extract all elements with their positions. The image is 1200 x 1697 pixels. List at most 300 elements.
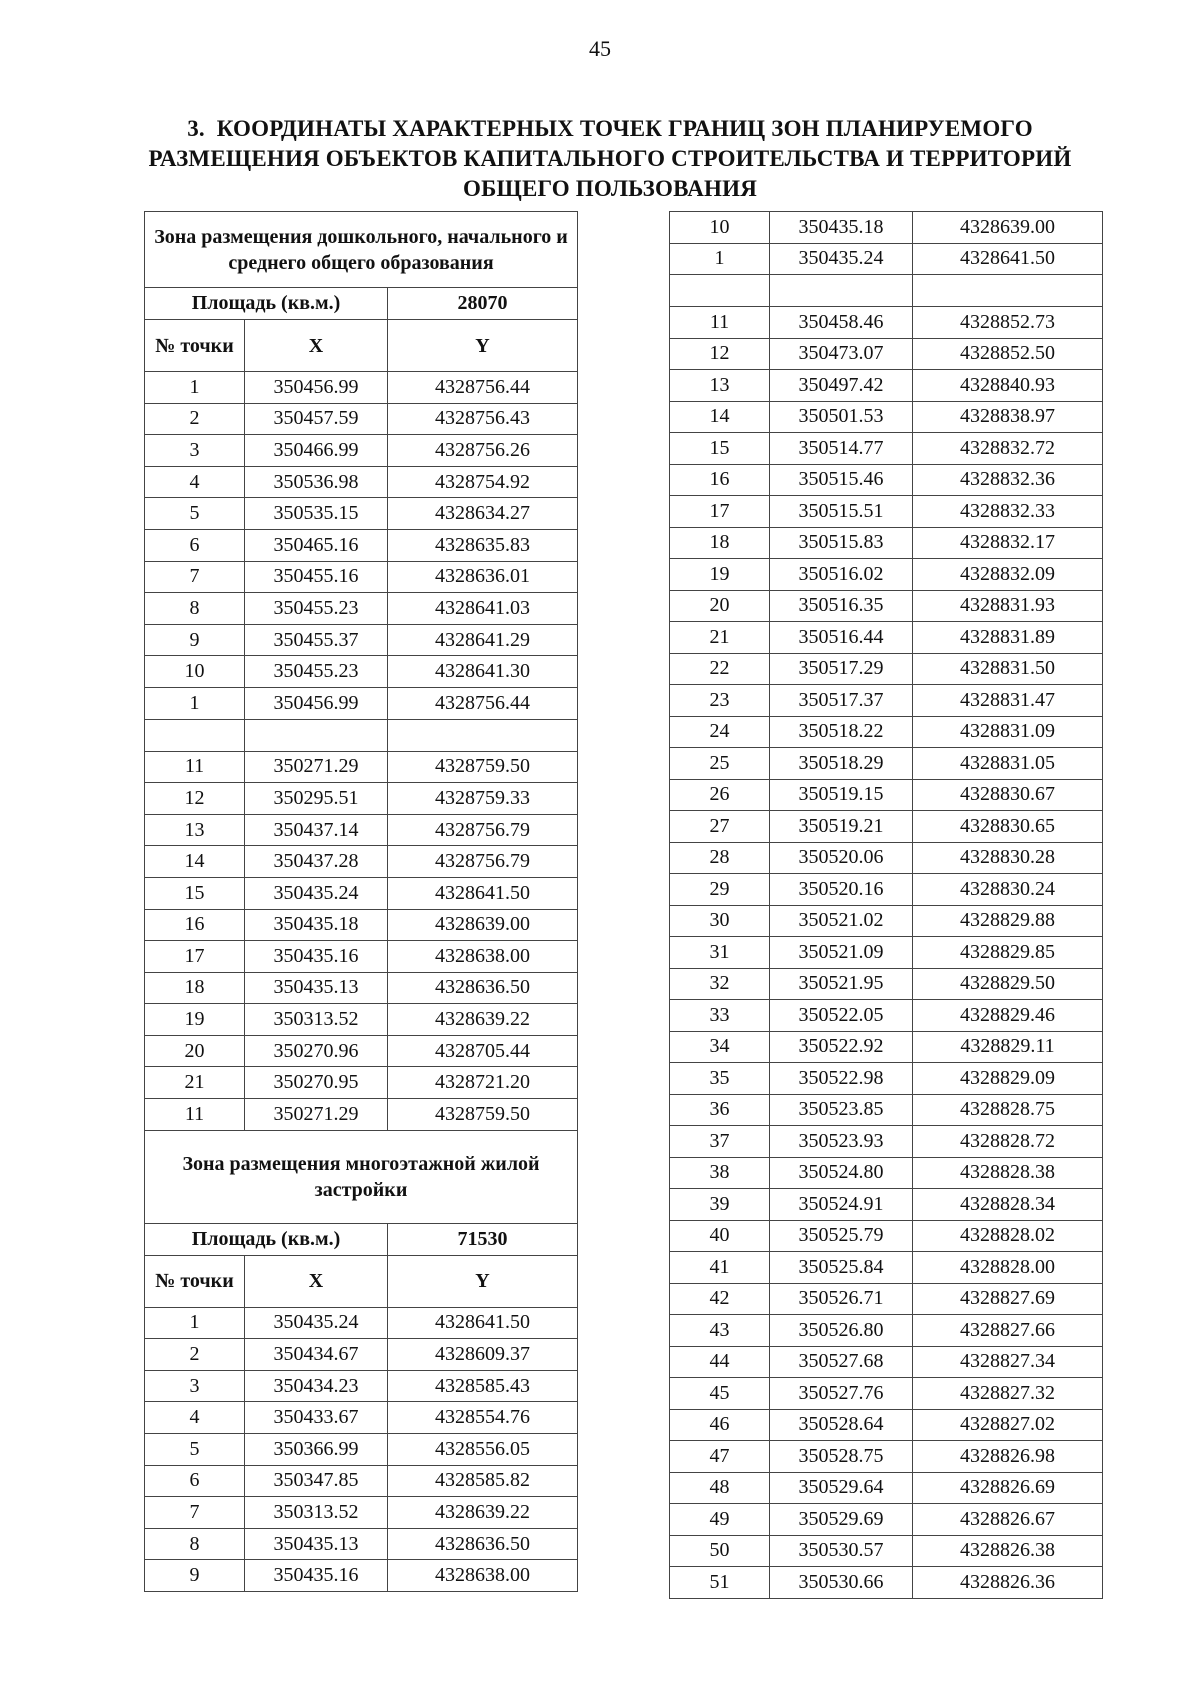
point-number-cell: 8 <box>145 1528 245 1560</box>
x-coordinate-cell: 350456.99 <box>245 687 388 719</box>
x-coordinate-cell: 350497.42 <box>770 370 913 402</box>
table-row <box>145 846 578 878</box>
point-number-cell: 1 <box>145 372 245 404</box>
point-number-cell: 15 <box>145 877 245 909</box>
point-number-cell: 13 <box>145 814 245 846</box>
y-coordinate-cell: 4328756.79 <box>388 814 578 846</box>
table-row <box>145 561 578 593</box>
y-coordinate-cell: 4328826.36 <box>913 1567 1103 1599</box>
y-coordinate-cell: 4328829.50 <box>913 968 1103 1000</box>
x-coordinate-cell: 350522.92 <box>770 1031 913 1063</box>
point-number-cell: 14 <box>670 401 770 433</box>
y-coordinate-cell: 4328826.38 <box>913 1535 1103 1567</box>
x-coordinate-cell: 350435.13 <box>245 1528 388 1560</box>
x-coordinate-cell: 350514.77 <box>770 433 913 465</box>
x-coordinate-cell: 350366.99 <box>245 1434 388 1466</box>
x-coordinate-cell: 350517.37 <box>770 685 913 717</box>
point-number-cell: 2 <box>145 403 245 435</box>
point-number-cell: 14 <box>145 846 245 878</box>
zone2-title: Зона размещения многоэтажной жилой застройки <box>145 1130 578 1223</box>
x-coordinate-cell: 350455.23 <box>245 593 388 625</box>
y-coordinate-cell: 4328838.97 <box>913 401 1103 433</box>
point-number-cell: 6 <box>145 1465 245 1497</box>
point-number-cell: 2 <box>145 1339 245 1371</box>
table-row <box>670 653 1103 685</box>
table-row <box>145 1307 578 1339</box>
table-row <box>670 1441 1103 1473</box>
point-number-cell: 26 <box>670 779 770 811</box>
point-number-cell: 18 <box>145 972 245 1004</box>
y-coordinate-cell: 4328721.20 <box>388 1067 578 1099</box>
point-number-cell: 9 <box>145 624 245 656</box>
y-coordinate-cell: 4328828.75 <box>913 1094 1103 1126</box>
point-number-cell: 7 <box>145 1497 245 1529</box>
table-row <box>670 1409 1103 1441</box>
point-number-cell: 46 <box>670 1409 770 1441</box>
zone2-rows <box>145 1307 578 1591</box>
y-coordinate-cell: 4328828.00 <box>913 1252 1103 1284</box>
x-coordinate-cell: 350437.14 <box>245 814 388 846</box>
y-coordinate-cell: 4328634.27 <box>388 498 578 530</box>
x-coordinate-cell: 350435.13 <box>245 972 388 1004</box>
table-row <box>145 1402 578 1434</box>
point-number-cell: 21 <box>670 622 770 654</box>
x-coordinate-cell: 350455.37 <box>245 624 388 656</box>
table-row <box>670 905 1103 937</box>
table-row <box>670 1252 1103 1284</box>
point-number-cell: 38 <box>670 1157 770 1189</box>
table-row <box>670 968 1103 1000</box>
point-number-cell: 1 <box>670 243 770 275</box>
x-coordinate-cell: 350516.02 <box>770 559 913 591</box>
point-number-cell: 8 <box>145 593 245 625</box>
y-coordinate-cell: 4328754.92 <box>388 466 578 498</box>
y-coordinate-cell: 4328827.34 <box>913 1346 1103 1378</box>
x-coordinate-cell: 350519.15 <box>770 779 913 811</box>
x-coordinate-cell: 350528.64 <box>770 1409 913 1441</box>
y-coordinate-cell: 4328827.32 <box>913 1378 1103 1410</box>
point-number-cell: 16 <box>670 464 770 496</box>
point-number-cell: 17 <box>145 941 245 973</box>
point-number-cell: 4 <box>145 466 245 498</box>
x-coordinate-cell: 350520.16 <box>770 874 913 906</box>
table-row <box>145 972 578 1004</box>
point-number-cell: 15 <box>670 433 770 465</box>
x-coordinate-cell: 350526.80 <box>770 1315 913 1347</box>
table-row <box>145 909 578 941</box>
table-row <box>145 1035 578 1067</box>
x-coordinate-cell: 350523.93 <box>770 1126 913 1158</box>
point-number-cell: 24 <box>670 716 770 748</box>
table-row <box>670 1220 1103 1252</box>
table-row <box>670 622 1103 654</box>
blank-row <box>145 719 578 751</box>
y-coordinate-cell: 4328828.38 <box>913 1157 1103 1189</box>
x-coordinate-cell: 350515.51 <box>770 496 913 528</box>
y-coordinate-cell: 4328852.50 <box>913 338 1103 370</box>
table-row <box>670 401 1103 433</box>
x-coordinate-cell: 350536.98 <box>245 466 388 498</box>
blank-row <box>670 275 1103 307</box>
point-number-cell: 27 <box>670 811 770 843</box>
table-row <box>670 1378 1103 1410</box>
point-number-cell: 10 <box>145 656 245 688</box>
y-coordinate-cell: 4328636.50 <box>388 1528 578 1560</box>
y-coordinate-cell <box>388 719 578 751</box>
point-number-cell: 12 <box>670 338 770 370</box>
y-coordinate-cell: 4328829.09 <box>913 1063 1103 1095</box>
zone1-rows <box>145 372 578 1131</box>
x-coordinate-cell: 350270.95 <box>245 1067 388 1099</box>
point-number-cell: 18 <box>670 527 770 559</box>
y-coordinate-cell: 4328636.01 <box>388 561 578 593</box>
y-coordinate-cell: 4328756.44 <box>388 687 578 719</box>
table-row <box>670 1000 1103 1032</box>
point-number-cell: 28 <box>670 842 770 874</box>
y-coordinate-cell: 4328585.43 <box>388 1370 578 1402</box>
x-coordinate-cell: 350435.18 <box>245 909 388 941</box>
x-coordinate-cell: 350466.99 <box>245 435 388 467</box>
zone2-area-label: Площадь (кв.м.) <box>145 1223 388 1255</box>
y-coordinate-cell: 4328827.02 <box>913 1409 1103 1441</box>
x-coordinate-cell: 350518.29 <box>770 748 913 780</box>
x-coordinate-cell: 350524.80 <box>770 1157 913 1189</box>
y-coordinate-cell: 4328641.50 <box>388 877 578 909</box>
x-coordinate-cell: 350523.85 <box>770 1094 913 1126</box>
point-number-cell: 20 <box>145 1035 245 1067</box>
y-coordinate-cell: 4328826.69 <box>913 1472 1103 1504</box>
table-row <box>670 370 1103 402</box>
table-row <box>145 783 578 815</box>
x-coordinate-cell: 350435.16 <box>245 1560 388 1592</box>
x-coordinate-cell: 350458.46 <box>770 307 913 339</box>
x-coordinate-cell: 350521.09 <box>770 937 913 969</box>
point-number-cell: 16 <box>145 909 245 941</box>
table-row <box>145 687 578 719</box>
point-number-cell: 4 <box>145 1402 245 1434</box>
y-coordinate-cell: 4328639.00 <box>388 909 578 941</box>
point-number-cell: 45 <box>670 1378 770 1410</box>
zone2-header-y: Y <box>388 1255 578 1307</box>
point-number-cell: 48 <box>670 1472 770 1504</box>
x-coordinate-cell: 350435.24 <box>245 1307 388 1339</box>
table-row <box>145 1339 578 1371</box>
x-coordinate-cell: 350526.71 <box>770 1283 913 1315</box>
x-coordinate-cell: 350435.24 <box>245 877 388 909</box>
x-coordinate-cell: 350519.21 <box>770 811 913 843</box>
x-coordinate-cell: 350313.52 <box>245 1497 388 1529</box>
table-row <box>670 1472 1103 1504</box>
x-coordinate-cell: 350527.76 <box>770 1378 913 1410</box>
table-row <box>670 243 1103 275</box>
y-coordinate-cell: 4328826.98 <box>913 1441 1103 1473</box>
point-number-cell: 37 <box>670 1126 770 1158</box>
point-number-cell: 10 <box>670 212 770 244</box>
y-coordinate-cell: 4328831.47 <box>913 685 1103 717</box>
y-coordinate-cell: 4328832.72 <box>913 433 1103 465</box>
y-coordinate-cell: 4328832.17 <box>913 527 1103 559</box>
point-number-cell: 25 <box>670 748 770 780</box>
y-coordinate-cell: 4328829.11 <box>913 1031 1103 1063</box>
y-coordinate-cell: 4328641.29 <box>388 624 578 656</box>
x-coordinate-cell: 350435.18 <box>770 212 913 244</box>
x-coordinate-cell: 350529.69 <box>770 1504 913 1536</box>
point-number-cell: 35 <box>670 1063 770 1095</box>
y-coordinate-cell: 4328556.05 <box>388 1434 578 1466</box>
x-coordinate-cell: 350434.23 <box>245 1370 388 1402</box>
y-coordinate-cell: 4328756.43 <box>388 403 578 435</box>
point-number-cell: 29 <box>670 874 770 906</box>
x-coordinate-cell: 350456.99 <box>245 372 388 404</box>
table-row <box>670 212 1103 244</box>
section-title: 3. КООРДИНАТЫ ХАРАКТЕРНЫХ ТОЧЕК ГРАНИЦ ЗОН ПЛАНИРУЕМОГО РАЗМЕЩЕНИЯ ОБЪЕКТОВ КАПИТАЛЬНОГО СТРОИТЕЛЬСТВА И ТЕРРИТОРИЙ ОБЩЕГО ПОЛЬЗОВАНИЯ <box>148 116 1072 201</box>
y-coordinate-cell: 4328759.50 <box>388 751 578 783</box>
x-coordinate-cell: 350271.29 <box>245 751 388 783</box>
table-row <box>670 779 1103 811</box>
y-coordinate-cell: 4328759.50 <box>388 1099 578 1131</box>
y-coordinate-cell: 4328832.33 <box>913 496 1103 528</box>
zone1-area-label: Площадь (кв.м.) <box>145 288 388 320</box>
table-row <box>670 1189 1103 1221</box>
zone1-title: Зона размещения дошкольного, начального и среднего общего образования <box>145 212 578 288</box>
y-coordinate-cell: 4328829.46 <box>913 1000 1103 1032</box>
x-coordinate-cell: 350521.95 <box>770 968 913 1000</box>
y-coordinate-cell: 4328831.89 <box>913 622 1103 654</box>
table-row <box>670 1031 1103 1063</box>
table-row <box>670 433 1103 465</box>
point-number-cell: 1 <box>145 687 245 719</box>
x-coordinate-cell <box>770 275 913 307</box>
point-number-cell: 32 <box>670 968 770 1000</box>
table-row <box>145 814 578 846</box>
table-row <box>670 590 1103 622</box>
table-row <box>145 1434 578 1466</box>
x-coordinate-cell: 350529.64 <box>770 1472 913 1504</box>
table-row <box>670 1535 1103 1567</box>
y-coordinate-cell: 4328609.37 <box>388 1339 578 1371</box>
zone1-header-x: X <box>245 320 388 372</box>
point-number-cell: 36 <box>670 1094 770 1126</box>
point-number-cell: 11 <box>145 751 245 783</box>
y-coordinate-cell: 4328831.50 <box>913 653 1103 685</box>
x-coordinate-cell: 350517.29 <box>770 653 913 685</box>
y-coordinate-cell: 4328635.83 <box>388 529 578 561</box>
table-row <box>145 466 578 498</box>
table-row <box>145 656 578 688</box>
point-number-cell: 39 <box>670 1189 770 1221</box>
y-coordinate-cell: 4328641.03 <box>388 593 578 625</box>
point-number-cell: 51 <box>670 1567 770 1599</box>
point-number-cell: 40 <box>670 1220 770 1252</box>
y-coordinate-cell: 4328830.67 <box>913 779 1103 811</box>
x-coordinate-cell: 350295.51 <box>245 783 388 815</box>
x-coordinate-cell: 350347.85 <box>245 1465 388 1497</box>
y-coordinate-cell: 4328831.09 <box>913 716 1103 748</box>
point-number-cell: 42 <box>670 1283 770 1315</box>
point-number-cell: 17 <box>670 496 770 528</box>
x-coordinate-cell: 350515.83 <box>770 527 913 559</box>
point-number-cell: 41 <box>670 1252 770 1284</box>
x-coordinate-cell: 350528.75 <box>770 1441 913 1473</box>
y-coordinate-cell: 4328832.09 <box>913 559 1103 591</box>
point-number-cell: 11 <box>145 1099 245 1131</box>
table-row <box>145 1497 578 1529</box>
table-row <box>145 1560 578 1592</box>
table-row <box>670 1157 1103 1189</box>
table-row <box>145 1465 578 1497</box>
y-coordinate-cell: 4328638.00 <box>388 1560 578 1592</box>
table-row <box>670 937 1103 969</box>
point-number-cell: 3 <box>145 1370 245 1402</box>
point-number-cell: 34 <box>670 1031 770 1063</box>
table-row <box>670 842 1103 874</box>
point-number-cell: 13 <box>670 370 770 402</box>
table-row <box>670 464 1103 496</box>
x-coordinate-cell: 350516.44 <box>770 622 913 654</box>
point-number-cell: 47 <box>670 1441 770 1473</box>
y-coordinate-cell: 4328831.05 <box>913 748 1103 780</box>
table-row <box>670 874 1103 906</box>
y-coordinate-cell: 4328830.65 <box>913 811 1103 843</box>
y-coordinate-cell: 4328828.72 <box>913 1126 1103 1158</box>
table-row <box>670 1063 1103 1095</box>
x-coordinate-cell <box>245 719 388 751</box>
y-coordinate-cell <box>913 275 1103 307</box>
zone2-area-value: 71530 <box>388 1223 578 1255</box>
table-row <box>670 1126 1103 1158</box>
table-row <box>145 1004 578 1036</box>
x-coordinate-cell: 350270.96 <box>245 1035 388 1067</box>
table-row <box>670 716 1103 748</box>
table-row <box>145 1099 578 1131</box>
page-number: 45 <box>589 36 611 61</box>
table-row <box>670 1346 1103 1378</box>
x-coordinate-cell: 350516.35 <box>770 590 913 622</box>
zone2-header-point: № точки <box>145 1255 245 1307</box>
x-coordinate-cell: 350473.07 <box>770 338 913 370</box>
x-coordinate-cell: 350524.91 <box>770 1189 913 1221</box>
y-coordinate-cell: 4328852.73 <box>913 307 1103 339</box>
y-coordinate-cell: 4328828.34 <box>913 1189 1103 1221</box>
table-row <box>670 685 1103 717</box>
point-number-cell: 21 <box>145 1067 245 1099</box>
y-coordinate-cell: 4328639.00 <box>913 212 1103 244</box>
x-coordinate-cell: 350435.24 <box>770 243 913 275</box>
table-row <box>670 1283 1103 1315</box>
point-number-cell: 22 <box>670 653 770 685</box>
y-coordinate-cell: 4328829.88 <box>913 905 1103 937</box>
y-coordinate-cell: 4328830.24 <box>913 874 1103 906</box>
point-number-cell <box>145 719 245 751</box>
table-row <box>670 527 1103 559</box>
y-coordinate-cell: 4328756.44 <box>388 372 578 404</box>
x-coordinate-cell: 350434.67 <box>245 1339 388 1371</box>
x-coordinate-cell: 350527.68 <box>770 1346 913 1378</box>
x-coordinate-cell: 350433.67 <box>245 1402 388 1434</box>
x-coordinate-cell: 350435.16 <box>245 941 388 973</box>
table-row <box>145 1067 578 1099</box>
x-coordinate-cell: 350455.23 <box>245 656 388 688</box>
point-number-cell: 30 <box>670 905 770 937</box>
table-row <box>670 1315 1103 1347</box>
y-coordinate-cell: 4328840.93 <box>913 370 1103 402</box>
x-coordinate-cell: 350457.59 <box>245 403 388 435</box>
point-number-cell: 44 <box>670 1346 770 1378</box>
point-number-cell: 9 <box>145 1560 245 1592</box>
point-number-cell: 3 <box>145 435 245 467</box>
continuation-rows <box>670 212 1103 1599</box>
table-row <box>145 624 578 656</box>
y-coordinate-cell: 4328756.79 <box>388 846 578 878</box>
table-row <box>670 307 1103 339</box>
y-coordinate-cell: 4328554.76 <box>388 1402 578 1434</box>
coordinates-table-left <box>144 211 578 1592</box>
x-coordinate-cell: 350455.16 <box>245 561 388 593</box>
y-coordinate-cell: 4328827.69 <box>913 1283 1103 1315</box>
table-row <box>670 338 1103 370</box>
table-row <box>670 748 1103 780</box>
zone1-area-value: 28070 <box>388 288 578 320</box>
table-row <box>145 403 578 435</box>
point-number-cell: 5 <box>145 498 245 530</box>
x-coordinate-cell: 350520.06 <box>770 842 913 874</box>
table-row <box>145 1528 578 1560</box>
point-number-cell: 19 <box>670 559 770 591</box>
y-coordinate-cell: 4328830.28 <box>913 842 1103 874</box>
x-coordinate-cell: 350515.46 <box>770 464 913 496</box>
x-coordinate-cell: 350525.84 <box>770 1252 913 1284</box>
x-coordinate-cell: 350522.05 <box>770 1000 913 1032</box>
point-number-cell: 20 <box>670 590 770 622</box>
y-coordinate-cell: 4328641.50 <box>388 1307 578 1339</box>
y-coordinate-cell: 4328641.30 <box>388 656 578 688</box>
y-coordinate-cell: 4328585.82 <box>388 1465 578 1497</box>
table-row <box>670 559 1103 591</box>
point-number-cell <box>670 275 770 307</box>
x-coordinate-cell: 350530.57 <box>770 1535 913 1567</box>
table-row <box>145 435 578 467</box>
point-number-cell: 23 <box>670 685 770 717</box>
y-coordinate-cell: 4328828.02 <box>913 1220 1103 1252</box>
y-coordinate-cell: 4328641.50 <box>913 243 1103 275</box>
table-row <box>145 751 578 783</box>
table-row <box>145 593 578 625</box>
table-row <box>670 1504 1103 1536</box>
y-coordinate-cell: 4328756.26 <box>388 435 578 467</box>
table-row <box>145 529 578 561</box>
point-number-cell: 7 <box>145 561 245 593</box>
y-coordinate-cell: 4328826.67 <box>913 1504 1103 1536</box>
x-coordinate-cell: 350313.52 <box>245 1004 388 1036</box>
point-number-cell: 1 <box>145 1307 245 1339</box>
zone1-header-point: № точки <box>145 320 245 372</box>
x-coordinate-cell: 350535.15 <box>245 498 388 530</box>
x-coordinate-cell: 350271.29 <box>245 1099 388 1131</box>
table-row <box>670 1567 1103 1599</box>
table-row <box>145 372 578 404</box>
y-coordinate-cell: 4328832.36 <box>913 464 1103 496</box>
point-number-cell: 33 <box>670 1000 770 1032</box>
y-coordinate-cell: 4328759.33 <box>388 783 578 815</box>
point-number-cell: 12 <box>145 783 245 815</box>
x-coordinate-cell: 350525.79 <box>770 1220 913 1252</box>
point-number-cell: 11 <box>670 307 770 339</box>
table-row <box>670 496 1103 528</box>
y-coordinate-cell: 4328636.50 <box>388 972 578 1004</box>
x-coordinate-cell: 350518.22 <box>770 716 913 748</box>
x-coordinate-cell: 350522.98 <box>770 1063 913 1095</box>
table-row <box>670 811 1103 843</box>
